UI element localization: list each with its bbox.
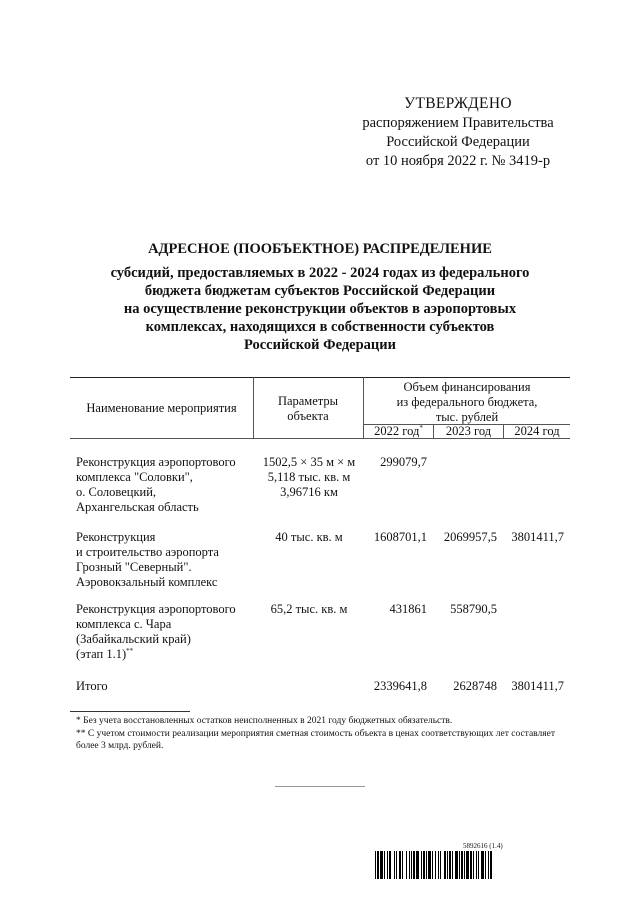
row-name-text: (этап 1.1) [76, 647, 127, 661]
col-header-name: Наименование мероприятия [86, 401, 237, 415]
title-sub-3: на осуществление реконструкции объектов в аэропортовых [123, 301, 517, 317]
row-value-2022: 1608701,1 [373, 530, 427, 544]
row-name [76, 530, 256, 590]
row-value-2022: 299079,7 [380, 455, 427, 469]
row-name-line: комплекса с. Чара [76, 617, 172, 631]
document-code: 5892616 (1.4) [463, 842, 503, 850]
title-sub-2: бюджета бюджетам субъектов Российской Федерации [144, 283, 496, 299]
funding-header-line-1: Объем финансирования [403, 380, 531, 394]
row-value-2023: 2069957,5 [443, 530, 497, 544]
total-value-2022: 2339641,8 [373, 679, 427, 693]
title-sub-4: комплексах, находящихся в собственности субъектов [145, 319, 495, 335]
row-params-line: 5,118 тыс. кв. м [267, 470, 351, 484]
title-sub-1: субсидий, предоставляемых в 2022 - 2024 годах из федерального [110, 265, 530, 281]
funding-header-line-2: из федерального бюджета, [396, 395, 538, 409]
row-name-line: Реконструкция аэропортового [76, 602, 236, 616]
row-name [76, 455, 256, 515]
total-label: Итого [76, 679, 108, 693]
funding-header-line-3: тыс. рублей [435, 410, 499, 424]
approval-line-2: Российской Федерации [386, 134, 530, 150]
row-params-line: 40 тыс. кв. м [275, 530, 343, 544]
row-params-line: 1502,5 × 35 м × м [262, 455, 356, 469]
row-params [254, 530, 364, 545]
footnote-mark: ** [126, 646, 134, 655]
row-name-line: и строительство аэропорта [76, 545, 219, 559]
document-title [70, 240, 570, 354]
end-separator [275, 786, 365, 787]
footnote-2: ** С учетом стоимости реализации мероприятия сметная стоимость объекта в ценах соответствующих лет составляет более 3 млрд. рублей. [76, 729, 556, 751]
total-value-2024: 3801411,7 [511, 679, 564, 693]
approval-line-1: распоряжением Правительства [362, 115, 554, 131]
row-name-line: Аэровокзальный комплекс [76, 575, 218, 589]
approval-heading: УТВЕРЖДЕНО [404, 95, 512, 112]
params-header-line-2: объекта [287, 409, 329, 423]
approval-line-3: от 10 ноября 2022 г. № 3419-р [365, 153, 551, 169]
row-name-line [76, 647, 256, 662]
approval-block [340, 94, 576, 171]
title-main: АДРЕСНОЕ (ПООБЪЕКТНОЕ) РАСПРЕДЕЛЕНИЕ [148, 241, 492, 257]
row-name-line: комплекса "Соловки", [76, 470, 193, 484]
total-value-2023: 2628748 [453, 679, 497, 693]
title-sub-5: Российской Федерации [243, 337, 396, 353]
footnote-separator [70, 711, 190, 712]
header-divider [253, 377, 254, 438]
table-top-border [70, 377, 570, 378]
year-2022-label: 2022 год [374, 424, 420, 438]
barcode-icon [375, 851, 571, 879]
row-params-line: 3,96716 км [280, 485, 338, 499]
row-name-line: о. Соловецкий, [76, 485, 157, 499]
row-name-line: Архангельская область [76, 500, 199, 514]
row-value-2022: 431861 [389, 602, 427, 616]
footnote-1: * Без учета восстановленных остатков неисполненных в 2021 году бюджетных обязательств. [76, 716, 453, 726]
row-value-2024: 3801411,7 [511, 530, 564, 544]
row-value-2023: 558790,5 [450, 602, 497, 616]
row-name [76, 602, 256, 662]
row-name-line: Грозный "Северный". [76, 560, 192, 574]
footnote-mark: * [419, 423, 423, 432]
col-header-params [255, 394, 361, 424]
col-header-2022 [364, 424, 433, 439]
row-name-line: Реконструкция аэропортового [76, 455, 236, 469]
col-header-2024: 2024 год [514, 424, 560, 438]
row-name-line: Реконструкция [76, 530, 156, 544]
col-header-funding [364, 380, 570, 425]
row-params-line: 65,2 тыс. кв. м [270, 602, 348, 616]
row-params [254, 602, 364, 617]
row-params [254, 455, 364, 500]
params-header-line-1: Параметры [277, 394, 339, 408]
row-name-line: (Забайкальский край) [76, 632, 191, 646]
col-header-2023: 2023 год [445, 424, 492, 438]
